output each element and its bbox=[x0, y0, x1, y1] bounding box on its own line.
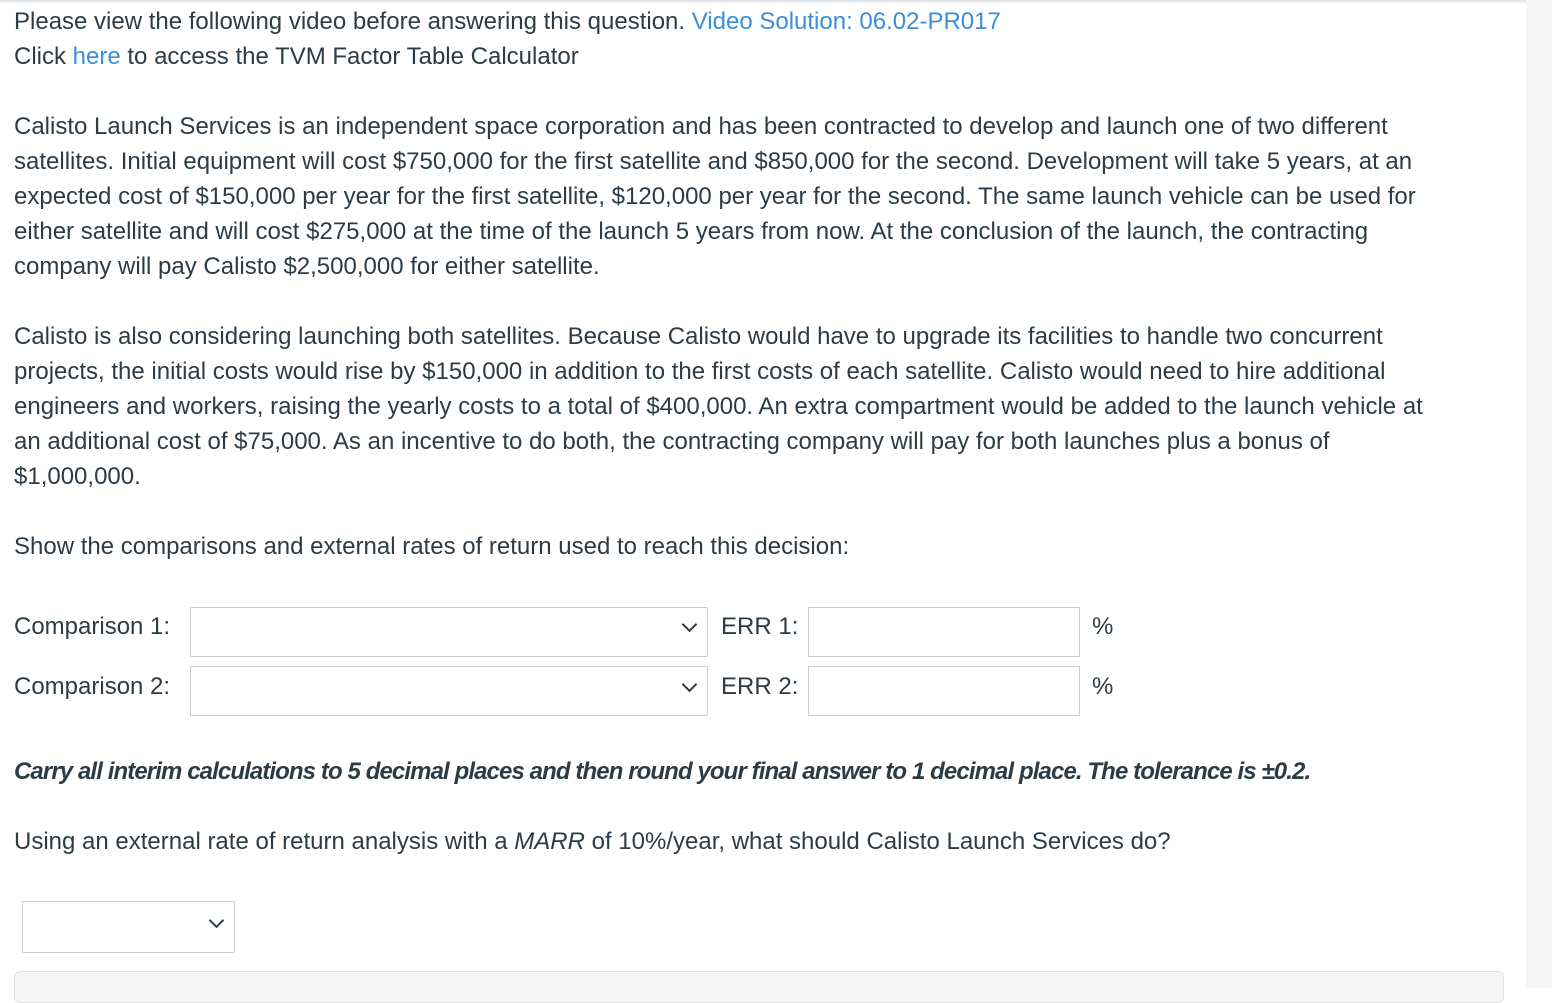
chevron-down-icon bbox=[682, 677, 698, 693]
paragraph-line: either satellite and will cost $275,000 at the time of the launch 5 years from now. At the conclusion of the launch, the contracting bbox=[14, 218, 1369, 245]
marr-term: MARR bbox=[514, 828, 585, 855]
err-1-percent: % bbox=[1092, 613, 1114, 640]
question-content bbox=[14, 4, 1504, 564]
video-solution-link[interactable]: Video Solution: 06.02-PR017 bbox=[691, 8, 1001, 35]
decision-question bbox=[14, 828, 1171, 856]
calculator-here-link[interactable]: here bbox=[72, 43, 121, 70]
err-2-label: ERR 2: bbox=[721, 673, 799, 700]
calculator-line bbox=[14, 39, 1504, 74]
chevron-down-icon bbox=[682, 617, 698, 633]
problem-paragraph-1 bbox=[14, 109, 1504, 284]
paragraph-line: $1,000,000. bbox=[14, 463, 141, 490]
paragraph-line: Calisto Launch Services is an independent space corporation and has been contracted to develop and launch one of two different bbox=[14, 113, 1388, 140]
paragraph-line: Calisto is also considering launching both satellites. Because Calisto would have to upgrade its facilities to handle two concurrent bbox=[14, 323, 1383, 350]
comparison-2-label: Comparison 2: bbox=[14, 673, 171, 700]
click-prefix: Click bbox=[14, 43, 66, 70]
click-suffix: to access the TVM Factor Table Calculator bbox=[127, 43, 579, 70]
question-prefix: Using an external rate of return analysis with a bbox=[14, 828, 508, 855]
paragraph-line: expected cost of $150,000 per year for the first satellite, $120,000 per year for the second. The same launch vehicle can be used for bbox=[14, 183, 1416, 210]
paragraph-line: satellites. Initial equipment will cost $750,000 for the first satellite and $850,000 for the second. Development will take 5 years, at an bbox=[14, 148, 1413, 175]
err-1-input[interactable] bbox=[808, 607, 1080, 657]
right-gutter bbox=[1526, 0, 1552, 988]
comparison-2-select[interactable] bbox=[190, 666, 708, 716]
comparison-1-select[interactable] bbox=[190, 607, 708, 657]
next-question-panel bbox=[14, 971, 1504, 1003]
intro-line bbox=[14, 4, 1504, 39]
intro-text: Please view the following video before answering this question. bbox=[14, 8, 686, 35]
decision-select[interactable] bbox=[22, 901, 235, 953]
paragraph-line: engineers and workers, raising the yearly costs to a total of $400,000. An extra compartment would be added to the launch vehicle at bbox=[14, 393, 1423, 420]
paragraph-line: an additional cost of $75,000. As an incentive to do both, the contracting company will pay for both launches plus a bonus of bbox=[14, 428, 1330, 455]
err-2-percent: % bbox=[1092, 673, 1114, 700]
comparison-prompt: Show the comparisons and external rates of return used to reach this decision: bbox=[14, 533, 850, 560]
comparison-1-label: Comparison 1: bbox=[14, 613, 171, 640]
err-2-input[interactable] bbox=[808, 666, 1080, 716]
chevron-down-icon bbox=[209, 913, 225, 929]
rounding-instruction: Carry all interim calculations to 5 decimal places and then round your final answer to 1 decimal place. The tolerance is ±0.2. bbox=[14, 758, 1311, 785]
question-suffix: of 10%/year, what should Calisto Launch Services do? bbox=[591, 828, 1171, 855]
problem-paragraph-2 bbox=[14, 319, 1504, 494]
err-1-label: ERR 1: bbox=[721, 613, 799, 640]
paragraph-line: company will pay Calisto $2,500,000 for either satellite. bbox=[14, 253, 600, 280]
paragraph-line: projects, the initial costs would rise by $150,000 in addition to the first costs of each satellite. Calisto would need to hire additional bbox=[14, 358, 1386, 385]
